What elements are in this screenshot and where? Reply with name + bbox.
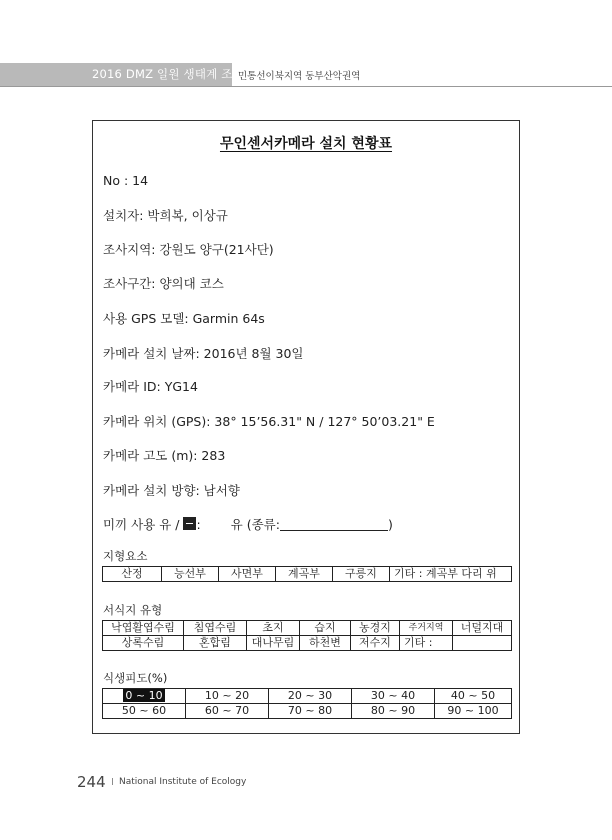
bait-close: ): [387, 517, 393, 532]
habitat-table: [102, 620, 512, 651]
header-divider: [0, 86, 612, 87]
field-region: 조사지역: 강원도 양구(21사단): [103, 242, 274, 257]
vegetation-cell: 30 ~ 40: [352, 689, 435, 704]
field-direction: 카메라 설치 방향: 남서향: [103, 483, 240, 498]
terrain-table: [102, 566, 512, 582]
vegetation-cell: 80 ~ 90: [352, 704, 435, 719]
field-camera-id: 카메라 ID: YG14: [103, 379, 198, 394]
habitat-cell: 낙엽활엽수림: [103, 621, 184, 636]
footer-separator: I: [111, 777, 114, 788]
field-bait: [103, 515, 393, 533]
terrain-label: 지형요소: [103, 549, 148, 563]
footer-institution: National Institute of Ecology: [119, 777, 247, 787]
form-title: 무인센서카메라 설치 현황표: [219, 136, 393, 152]
habitat-cell: [453, 636, 512, 651]
memo-icon: [183, 517, 196, 530]
habitat-label: 서식지 유형: [103, 603, 163, 617]
terrain-cell: 능선부: [162, 567, 219, 582]
field-position: 카메라 위치 (GPS): 38° 15’56.31" N / 127° 50’03.21" E: [103, 414, 435, 429]
vegetation-cell: [103, 689, 186, 704]
habitat-cell: 저수지: [351, 636, 400, 651]
page-number: 244: [77, 773, 106, 791]
habitat-cell: 기타 :: [400, 636, 453, 651]
vegetation-cell: 10 ~ 20: [186, 689, 269, 704]
habitat-cell: 상록수림: [103, 636, 184, 651]
bait-yes-label: 유 (종류:: [230, 517, 280, 532]
vegetation-cell: 60 ~ 70: [186, 704, 269, 719]
habitat-cell: 농경지: [351, 621, 400, 636]
habitat-cell: 대나무림: [247, 636, 300, 651]
bait-colon: :: [196, 517, 201, 532]
field-altitude: 카메라 고도 (m): 283: [103, 448, 226, 463]
vegetation-table: [102, 688, 512, 719]
terrain-cell: 산정: [103, 567, 162, 582]
habitat-cell: 너덜지대: [453, 621, 512, 636]
vegetation-selected: 0 ~ 10: [125, 689, 163, 702]
bait-prefix: 미끼 사용 유 /: [103, 517, 184, 532]
vegetation-cell: 90 ~ 100: [435, 704, 512, 719]
habitat-cell: 혼합림: [184, 636, 247, 651]
bait-type-blank: [280, 519, 388, 531]
habitat-cell: 주거지역: [400, 621, 453, 636]
habitat-cell: 초지: [247, 621, 300, 636]
field-install-date: 카메라 설치 날짜: 2016년 8월 30일: [103, 346, 304, 361]
header-subtitle: 민통선이북지역 동부산악권역: [238, 71, 361, 82]
vegetation-label: 식생피도(%): [103, 671, 168, 685]
field-no: No : 14: [103, 173, 149, 188]
vegetation-cell: 50 ~ 60: [103, 704, 186, 719]
vegetation-cell: 20 ~ 30: [269, 689, 352, 704]
field-installer: 설치자: 박희복, 이상규: [103, 208, 228, 223]
habitat-cell: 하천변: [300, 636, 351, 651]
field-section: 조사구간: 양의대 코스: [103, 276, 224, 291]
habitat-cell: 침엽수림: [184, 621, 247, 636]
vegetation-cell: 40 ~ 50: [435, 689, 512, 704]
habitat-cell: 습지: [300, 621, 351, 636]
header-title: 2016 DMZ 일원 생태계 조사: [92, 67, 244, 81]
terrain-cell: 계곡부: [276, 567, 333, 582]
terrain-cell: 구릉지: [333, 567, 390, 582]
terrain-cell: 기타 : 계곡부 다리 위: [390, 567, 512, 582]
terrain-cell: 사면부: [219, 567, 276, 582]
field-gps-model: 사용 GPS 모델: Garmin 64s: [103, 311, 265, 326]
vegetation-cell: 70 ~ 80: [269, 704, 352, 719]
